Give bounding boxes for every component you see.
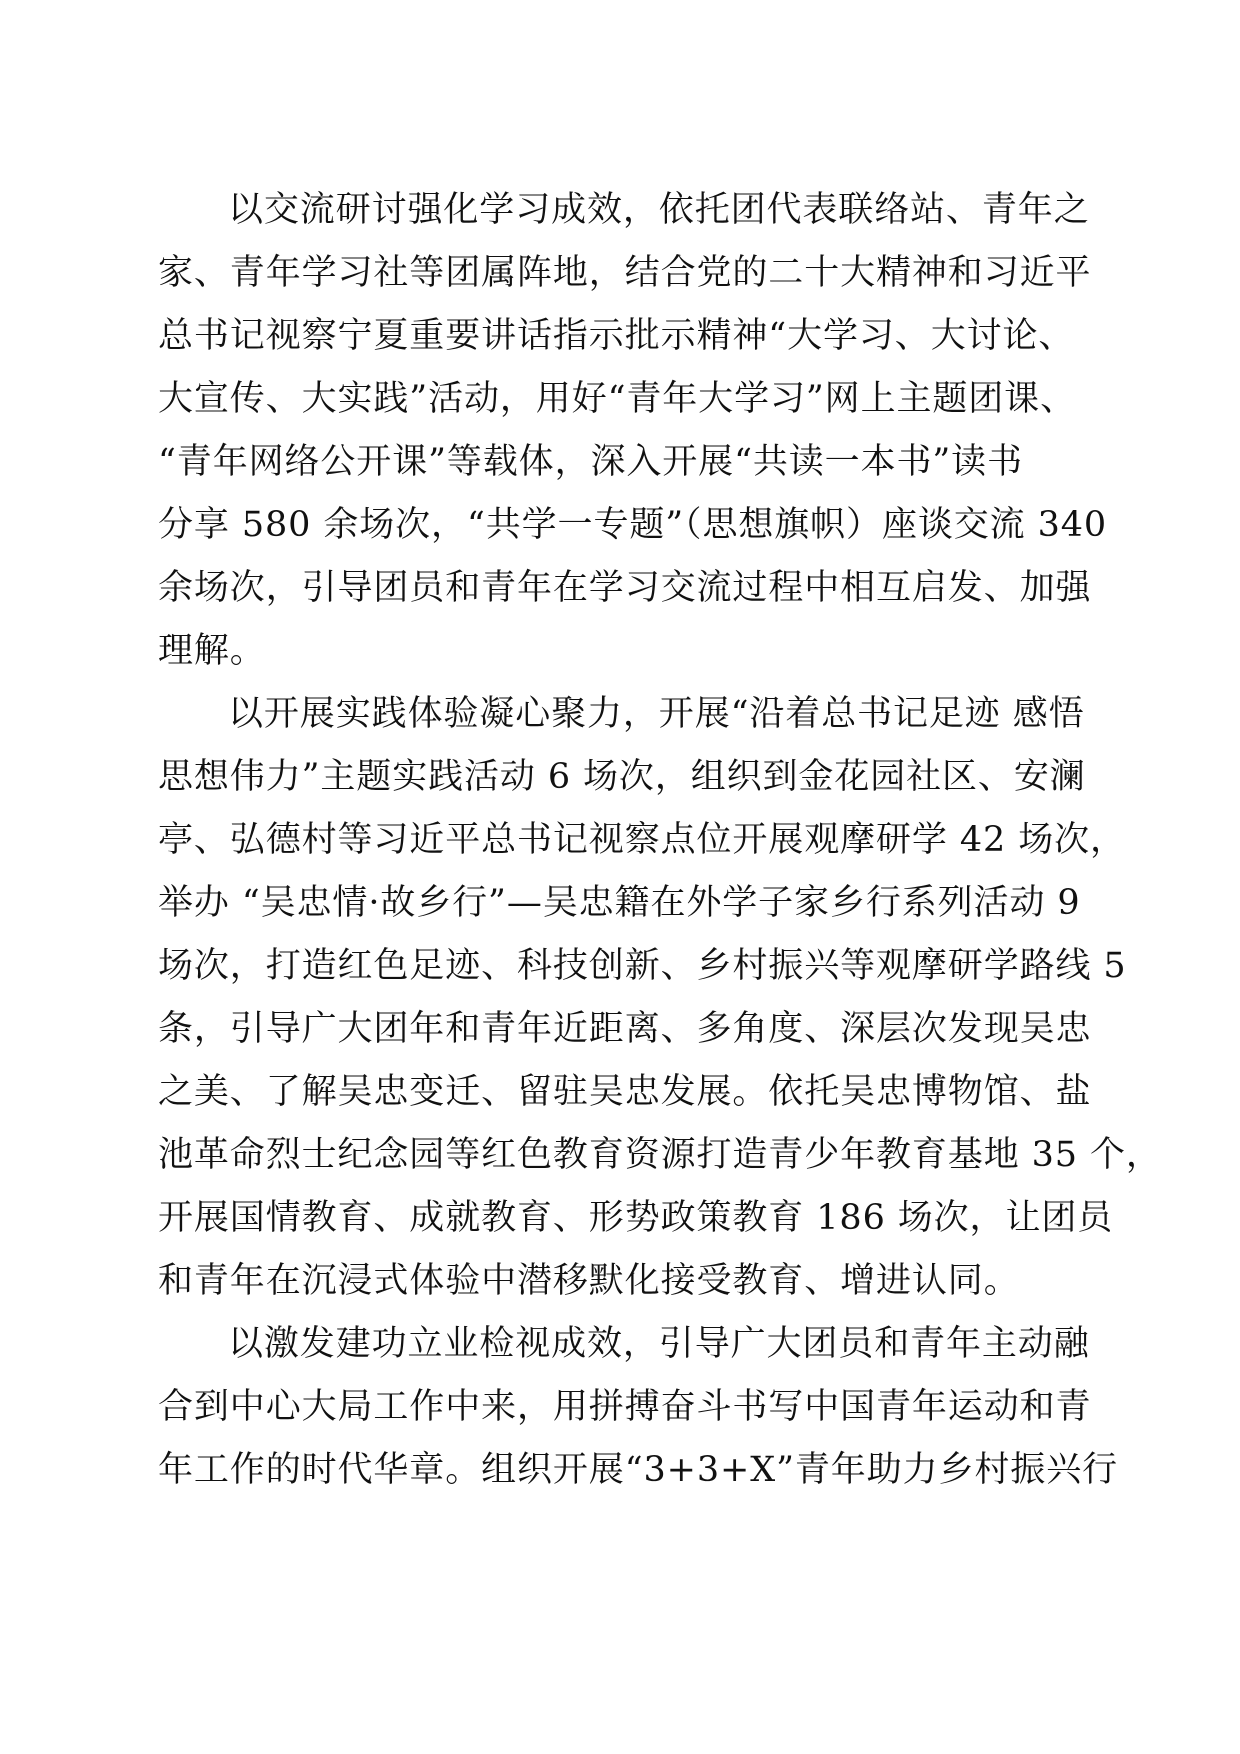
paragraph-3-line-3: 年工作的时代华章。组织开展“3+3+X”青年助力乡村振兴行 xyxy=(158,1450,1118,1490)
paragraph-2-line-3: 亭、弘德村等习近平总书记视察点位开展观摩研学 42 场次， xyxy=(158,820,1126,860)
paragraph-1-line-5: “青年网络公开课”等载体，深入开展“共读一本书”读书 xyxy=(158,442,1023,482)
paragraph-1-line-2: 家、青年学习社等团属阵地，结合党的二十大精神和习近平 xyxy=(158,253,1092,293)
paragraph-2-line-9: 开展国情教育、成就教育、形势政策教育 186 场次，让团员 xyxy=(158,1198,1114,1238)
paragraph-2-line-7: 之美、了解吴忠变迁、留驻吴忠发展。依托吴忠博物馆、盐 xyxy=(158,1072,1092,1112)
paragraph-2-line-5: 场次，打造红色足迹、科技创新、乡村振兴等观摩研学路线 5 xyxy=(158,946,1127,986)
paragraph-1-line-6: 分享 580 余场次，“共学一专题”（思想旗帜）座谈交流 340 xyxy=(158,505,1108,545)
paragraph-1-line-4: 大宣传、大实践”活动，用好“青年大学习”网上主题团课、 xyxy=(158,379,1076,419)
paragraph-2-line-2: 思想伟力”主题实践活动 6 场次，组织到金花园社区、安澜 xyxy=(158,757,1086,797)
paragraph-1-line-3: 总书记视察宁夏重要讲话指示批示精神“大学习、大讨论、 xyxy=(158,316,1075,356)
paragraph-2-line-8: 池革命烈士纪念园等红色教育资源打造青少年教育基地 35 个， xyxy=(158,1135,1162,1175)
paragraph-2-line-10: 和青年在沉浸式体验中潜移默化接受教育、增进认同。 xyxy=(158,1261,1020,1301)
paragraph-2-line-1: 以开展实践体验凝心聚力，开展“沿着总书记足迹 感悟 xyxy=(228,694,1085,734)
paragraph-1-line-7: 余场次，引导团员和青年在学习交流过程中相互启发、加强 xyxy=(158,568,1092,608)
paragraph-1-line-8: 理解。 xyxy=(158,631,266,671)
paragraph-1-line-1: 以交流研讨强化学习成效，依托团代表联络站、青年之 xyxy=(228,190,1090,230)
paragraph-2-line-6: 条，引导广大团年和青年近距离、多角度、深层次发现吴忠 xyxy=(158,1009,1092,1049)
paragraph-3-line-2: 合到中心大局工作中来，用拼搏奋斗书写中国青年运动和青 xyxy=(158,1387,1092,1427)
paragraph-2-line-4: 举办 “吴忠情·故乡行”—吴忠籍在外学子家乡行系列活动 9 xyxy=(158,883,1081,923)
paragraph-3-line-1: 以激发建功立业检视成效，引导广大团员和青年主动融 xyxy=(228,1324,1090,1364)
